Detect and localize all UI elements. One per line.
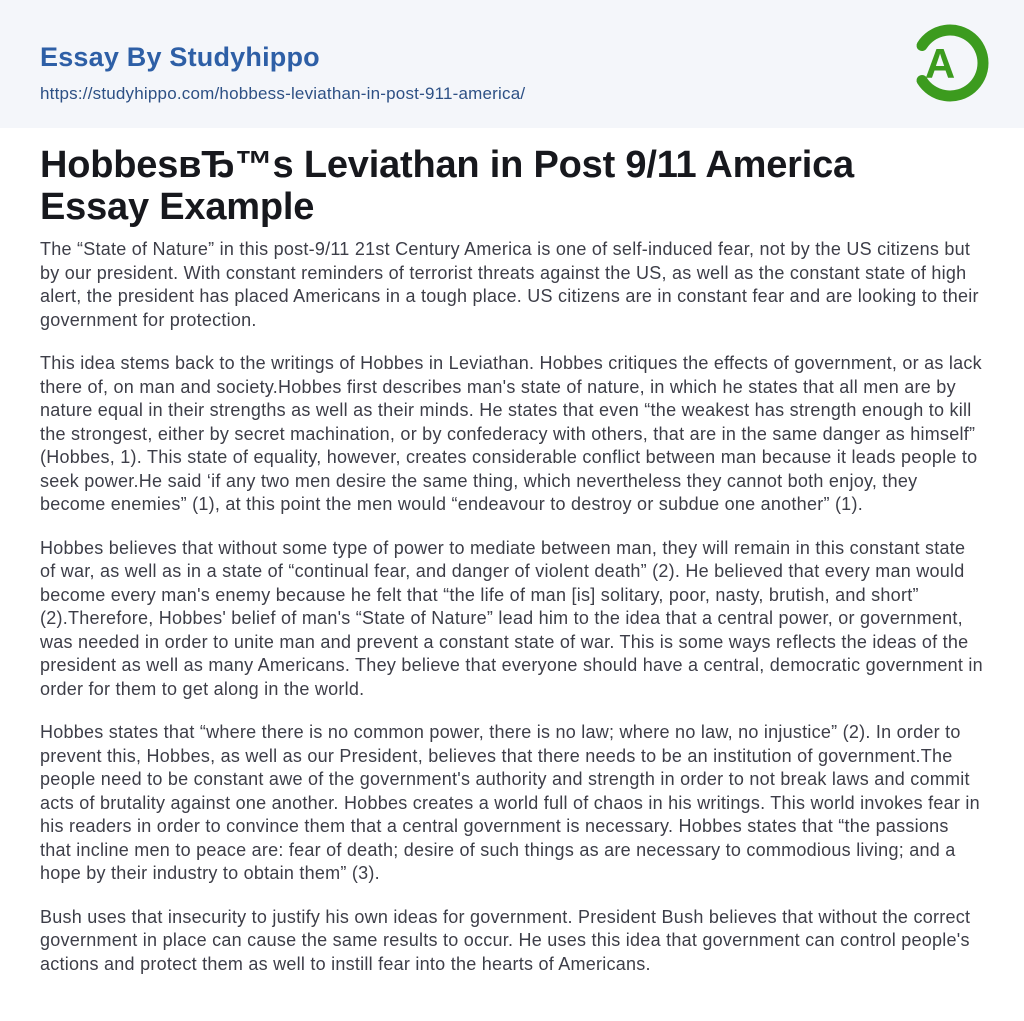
essay-paragraph: Bush uses that insecurity to justify his own ideas for government. President Bush believes that without the correct government in place can cause the same results to occur. He uses this idea that government can control people's actions and protect them as well to instill fear into the hearts of Americans. <box>40 906 971 974</box>
page-header <box>0 0 1024 128</box>
essay-page <box>0 128 1024 976</box>
essay-paragraph: Hobbes states that “where there is no common power, there is no law; where no law, no injustice” (2). In order to prevent this, Hobbes, as well as our President, believes that there needs to be an institution of government.The people need to be constant awe of the government's authority and strength in order to not break laws and commit acts of brutality against one another. Hobbes creates a world full of chaos in his writings. This world invokes fear in his readers in order to convince them that a central government is necessary. Hobbes states that “the passions that incline men to peace are: fear of death; desire of such things as are necessary to commodious living; and a hope by their industry to obtain them” (3). <box>40 722 980 883</box>
essay-paragraph: The “State of Nature” in this post-9/11 21st Century America is one of self-induced fear, not by the US citizens but by our president. With constant reminders of terrorist threats against the US, as well as the constant state of high alert, the president has placed Americans in a tough place. US citizens are in constant fear and are looking to their government for protection. <box>40 239 979 330</box>
source-url: https://studyhippo.com/hobbess-leviathan-in-post-911-america/ <box>40 84 526 103</box>
studyhippo-logo-icon <box>908 21 992 105</box>
essay-paragraph: Hobbes believes that without some type of power to mediate between man, they will remain in this constant state of war, as well as in a state of “continual fear, and danger of violent death” (2). He believed that every man would become every man's enemy because he felt that “the life of man [is] solitary, poor, nasty, brutish, and short” (2).Therefore, Hobbes' belief of man's “State of Nature” lead him to the idea that a central power, or government, was needed in order to unite man and prevent a constant state of war. This is some ways reflects the ideas of the president as well as many Americans. They believe that everyone should have a central, democratic government in order for them to get along in the world. <box>40 537 983 699</box>
essay-title: HobbesвЂ™s Leviathan in Post 9/11 America Essay Example <box>40 144 854 228</box>
site-title: Essay By Studyhippo <box>40 42 320 72</box>
essay-paragraph: This idea stems back to the writings of Hobbes in Leviathan. Hobbes critiques the effects of government, or as lack there of, on man and society.Hobbes first describes man's state of nature, in which he states that all men are by nature equal in their strengths as well as their minds. He states that even “the weakest has strength enough to kill the strongest, either by secret machination, or by confederacy with others, that are in the same danger as himself” (Hobbes, 1). This state of equality, however, creates considerable conflict between man because it leads people to seek power.He said ‘if any two men desire the same thing, which nevertheless they cannot both enjoy, they become enemies” (1), at this point the men would “endeavour to destroy or subdue one another” (1). <box>40 353 982 514</box>
logo-letter: A <box>924 40 956 87</box>
essay-body <box>40 238 984 976</box>
